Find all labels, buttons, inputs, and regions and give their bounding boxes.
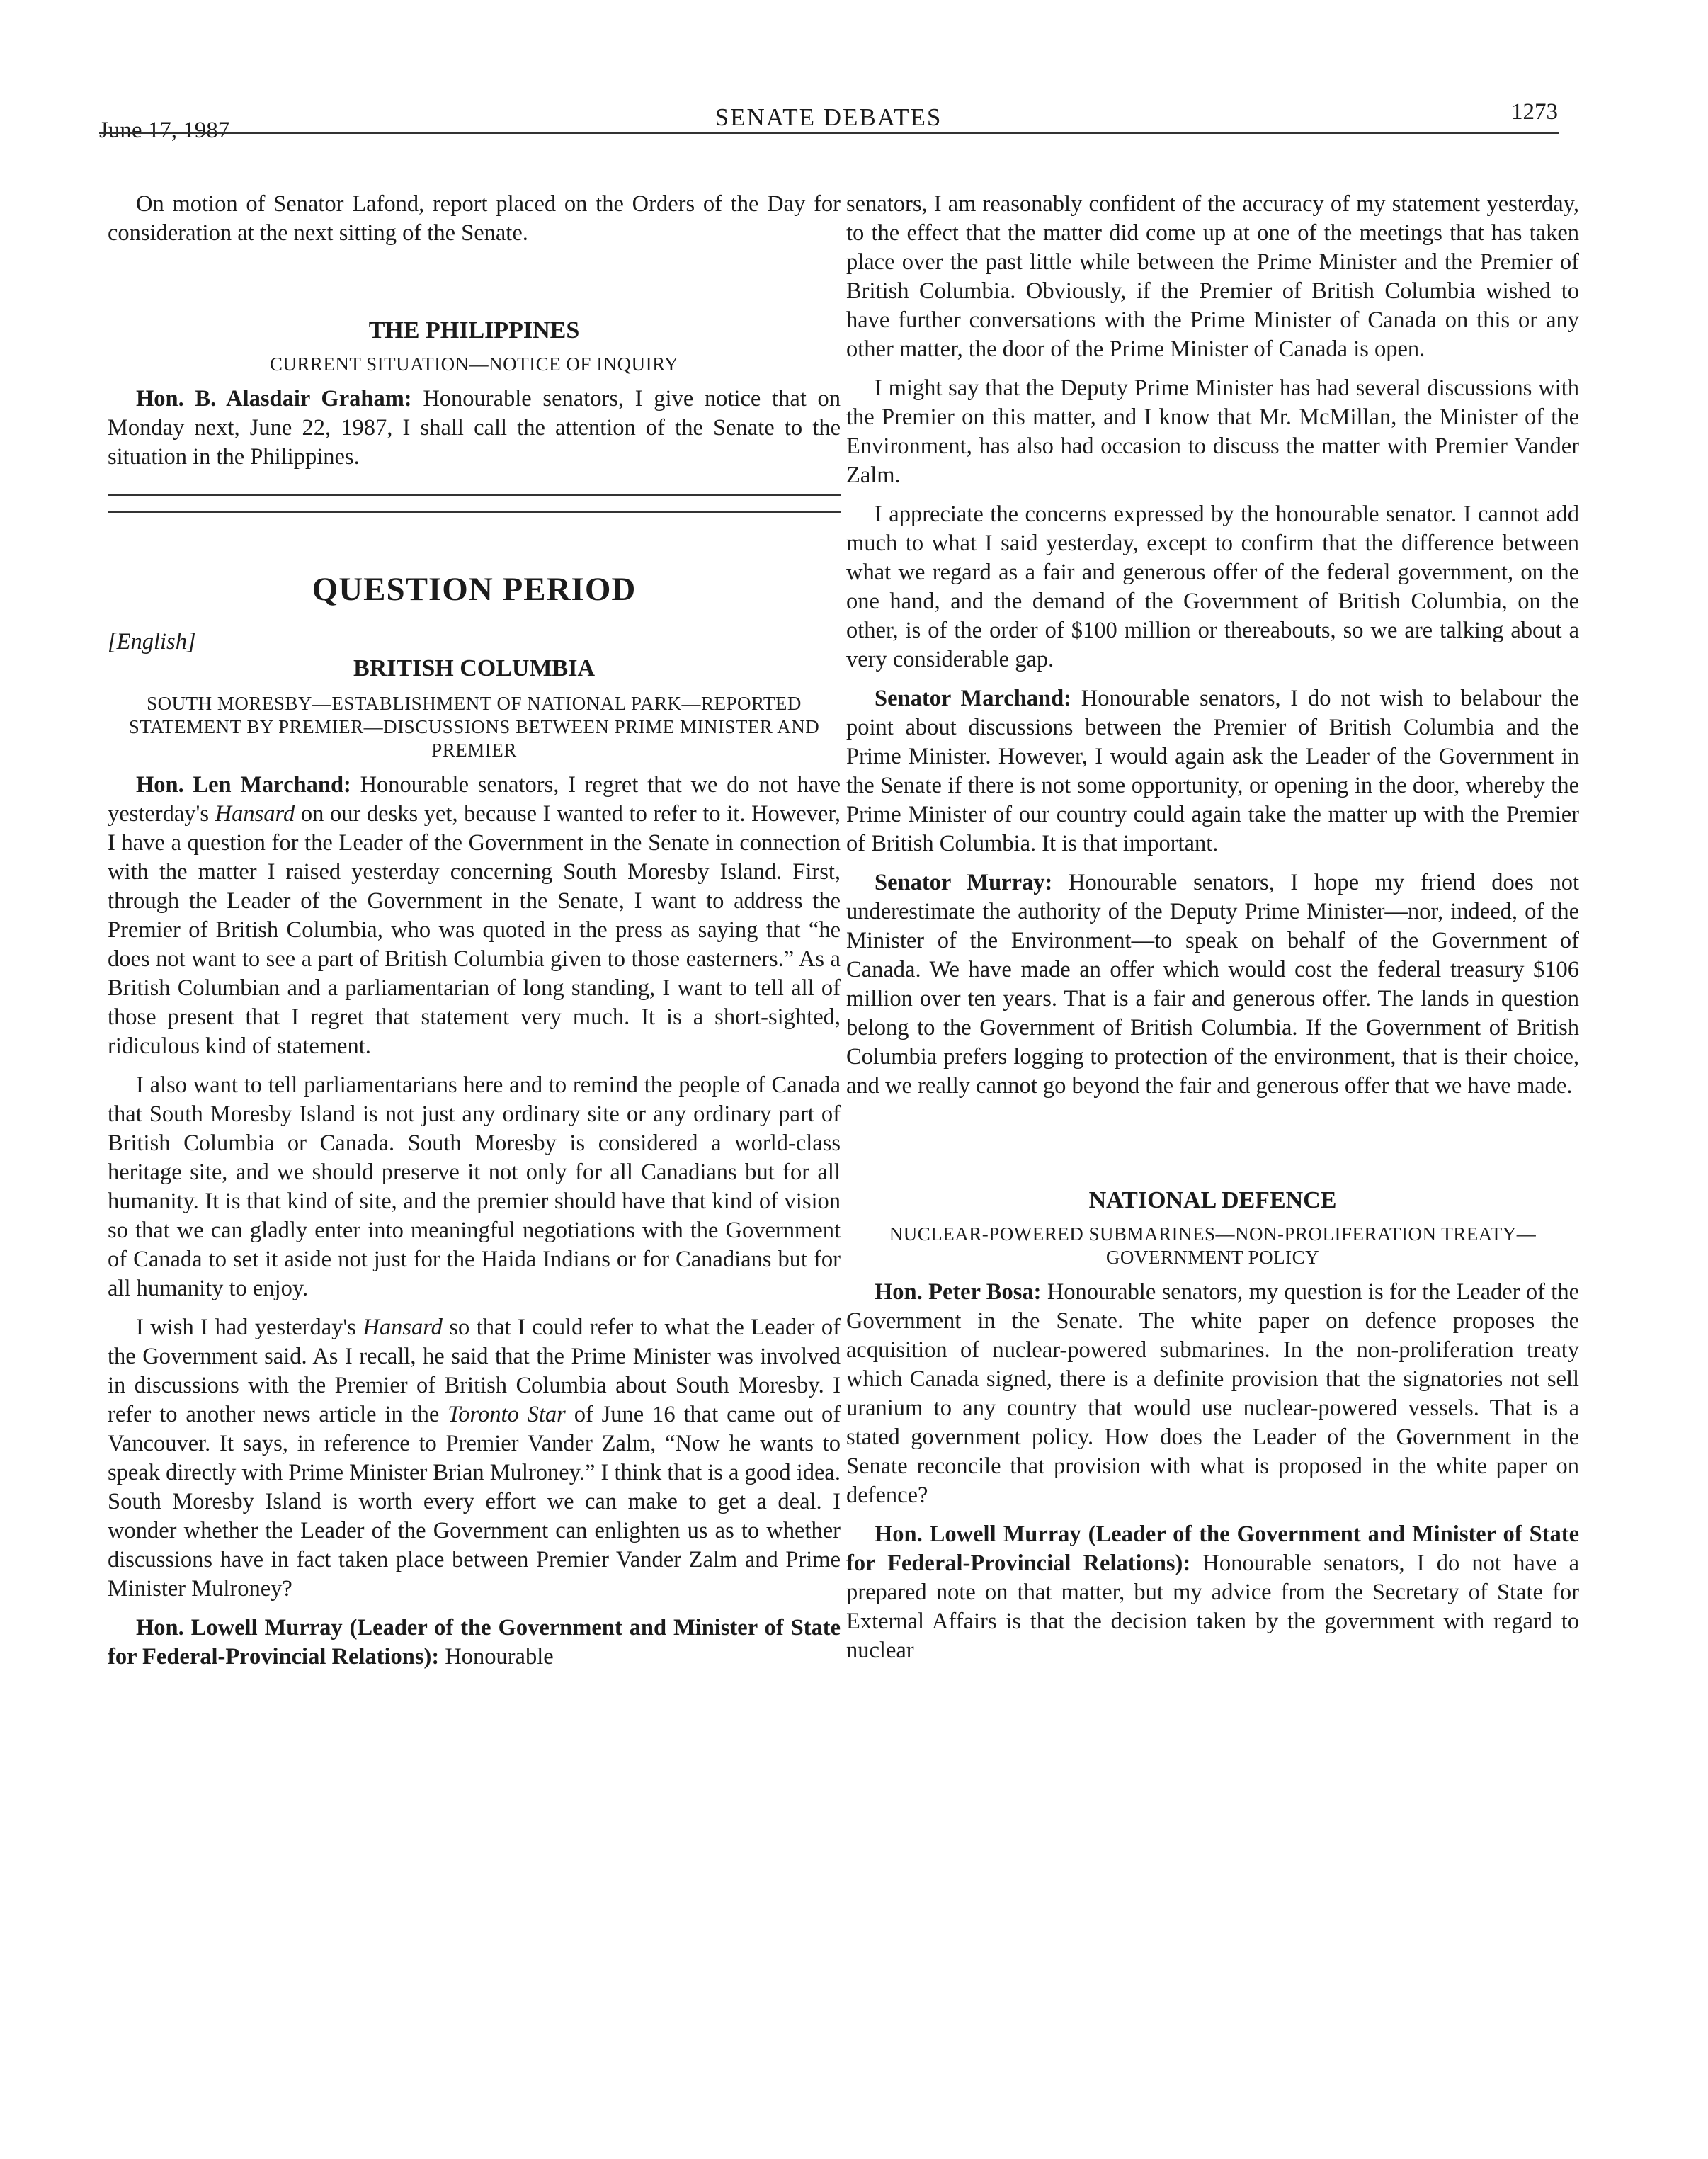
speech-text: Honourable senators, I give notice that on Monday next, June 22, 1987, I shall call the attention of the Senate to the situation in the Philippines. bbox=[108, 386, 841, 470]
speech-text: Honourable senators, I do not have a prepared note on that matter, but my advice from the Secretary of State for External Affairs is that the decision taken by the government with regard to nuclear bbox=[846, 1551, 1580, 1663]
speech-text: Honourable senators, my question is for the Leader of the Government in the Senate. The white paper on defence proposes the acquisition of nuclear-powered submarines. In the non-proliferation treaty which Canada signed, there is a definite provision that the signatories not sell uranium to any country that would use nuclear-powered vessels. That is a stated government policy. How does the Leader of the Government in the Senate reconcile that provision with what is proposed in the white paper on defence? bbox=[846, 1279, 1580, 1508]
national-defence-heading: NATIONAL DEFENCE bbox=[1088, 1187, 1337, 1213]
murray-reply-paragraph bbox=[108, 1614, 841, 1672]
speech-text: Honourable bbox=[445, 1644, 554, 1670]
graham-notice-paragraph bbox=[108, 385, 841, 472]
italic-title: Toronto Star bbox=[448, 1402, 566, 1427]
british-columbia-heading: BRITISH COLUMBIA bbox=[353, 655, 595, 681]
murray-offer-paragraph bbox=[846, 868, 1579, 1101]
speaker-name: Hon. Lowell Murray (Leader of the Government and Minister of State for Federal-Provincial Relations): bbox=[108, 1615, 841, 1670]
italic-title: Hansard bbox=[215, 801, 295, 827]
speech-text: I wish I had yesterday's bbox=[136, 1315, 356, 1340]
murray-deputy-pm-paragraph: I might say that the Deputy Prime Minister has had several discussions with the Premier on this matter, and I know that Mr. McMillan, the Minister of the Environment, has also had occasion to discuss the matter with Premier Vander Zalm. bbox=[846, 375, 1579, 488]
speaker-name: Senator Marchand: bbox=[875, 686, 1071, 711]
marchand-hansard-paragraph bbox=[108, 1313, 841, 1604]
speaker-name: Senator Murray: bbox=[875, 870, 1053, 895]
speech-text: Honourable senators, I do not wish to belabour the point about discussions between the Premier of British Columbia and the Prime Minister. However, I would again ask the Leader of the Government in the Senate if there is not some opportunity, or opening in the door, whereby the Prime Minister of our country could again take the matter up with the Premier of British Columbia. It is that important. bbox=[846, 686, 1579, 856]
marchand-followup-paragraph bbox=[846, 684, 1579, 858]
motion-paragraph: On motion of Senator Lafond, report placed on the Orders of the Day for consideration at the next sitting of the Senate. bbox=[108, 191, 841, 246]
south-moresby-subheading: SOUTH MORESBY—ESTABLISHMENT OF NATIONAL PARK—REPORTED STATEMENT BY PREMIER—DISCUSSIONS BETWEEN PRIME MINISTER AND PREMIER bbox=[128, 693, 820, 761]
speech-text: Honourable senators, I regret that we do not have yesterday's bbox=[108, 772, 841, 827]
murray-defence-reply-paragraph bbox=[846, 1520, 1579, 1665]
murray-reply-continued: senators, I am reasonably confident of the accuracy of my statement yesterday, to the effect that the matter did come up at one of the meetings that has taken place over the past little while between the Prime Minister and the Premier of British Columbia. Obviously, if the Premier of British Columbia wished to have further conversations with the Prime Minister of Canada on this or any other matter, the door of the Prime Minister of Canada is open. bbox=[846, 191, 1579, 362]
murray-gap-paragraph: I appreciate the concerns expressed by the honourable senator. I cannot add much to what I said yesterday, except to confirm that the difference between what we regard as a fair and generous offer of the federal government, on the one hand, and the demand of the Government of British Columbia, on the other, is of the order of $100 million or thereabouts, so we are talking about a very considerable gap. bbox=[846, 502, 1579, 672]
speaker-name: Hon. Peter Bosa: bbox=[875, 1279, 1042, 1305]
question-period-heading: QUESTION PERIOD bbox=[312, 571, 637, 608]
left-column bbox=[108, 190, 841, 1682]
speech-text: of June 16 that came out of Vancouver. It says, in reference to Premier Vander Zalm, “Now he wants to speak directly with Prime Minister Brian Mulroney.” I think that is a good idea. South Moresby Island is worth every effort we can make to get a deal. I wonder whether the Leader of the Government can enlighten us as to whether discussions have in fact taken place between Premier Vander Zalm and Prime Minister Mulroney? bbox=[108, 1402, 841, 1602]
page-header bbox=[99, 99, 1558, 143]
header-title: SENATE DEBATES bbox=[714, 103, 943, 131]
bosa-question-paragraph bbox=[846, 1278, 1579, 1510]
marchand-question-paragraph bbox=[108, 771, 841, 1061]
header-date: June 17, 1987 bbox=[99, 118, 230, 143]
philippines-subheading: CURRENT SITUATION—NOTICE OF INQUIRY bbox=[269, 353, 679, 375]
header-page-number: 1273 bbox=[1511, 99, 1558, 125]
speaker-name: Hon. B. Alasdair Graham: bbox=[136, 386, 412, 412]
speech-text: on our desks yet, because I wanted to refer to it. However, I have a question for the Leader of the Government in the Senate in connection with the matter I raised yesterday concerning South Moresby Island. First, through the Leader of the Government in the Senate, I want to address the Premier of British Columbia, who was quoted in the press as saying that “he does not want to see a part of British Columbia given to those easterners.” As a British Columbian and a parliamentarian of long standing, I want to tell all of those present that I regret that statement very much. It is a short-sighted, ridiculous kind of statement. bbox=[108, 801, 841, 1059]
speech-text: so that I could refer to what the Leader of the Government said. As I recall, he said that the Prime Minister was involved in discussions with the Premier of British Columbia about South Moresby. I refer to another news article in the bbox=[108, 1315, 841, 1427]
language-tag: [English] bbox=[108, 629, 196, 654]
right-column bbox=[846, 190, 1579, 1675]
philippines-heading: THE PHILIPPINES bbox=[368, 317, 580, 344]
marchand-heritage-paragraph: I also want to tell parliamentarians here and to remind the people of Canada that South Moresby Island is not just any ordinary site or any ordinary part of British Columbia or Canada. South Moresby is considered a world-class heritage site, and we should preserve it not only for all Canadians but for all humanity. It is that kind of site, and the premier should have that kind of vision so that we can gladly enter into meaningful negotiations with the Government of Canada to set it aside not just for the Haida Indians or for Canadians but for all humanity to enjoy. bbox=[108, 1072, 841, 1301]
header-rule bbox=[99, 132, 1559, 134]
speaker-name: Hon. Lowell Murray (Leader of the Government and Minister of State for Federal-Provincial Relations): bbox=[846, 1522, 1579, 1576]
italic-title: Hansard bbox=[363, 1315, 443, 1340]
speech-text: Honourable senators, I hope my friend does not underestimate the authority of the Deputy Prime Minister—nor, indeed, of the Minister of the Environment—to speak on behalf of the Government of Canada. We have made an offer which would cost the federal treasury $106 million over ten years. That is a fair and generous offer. The lands in question belong to the Government of British Columbia. If the Government of British Columbia prefers logging to protection of the environment, that is their choice, and we really cannot go beyond the fair and generous offer that we have made. bbox=[846, 870, 1579, 1099]
submarines-subheading: NUCLEAR-POWERED SUBMARINES—NON-PROLIFERATION TREATY—GOVERNMENT POLICY bbox=[889, 1223, 1537, 1268]
speaker-name: Hon. Len Marchand: bbox=[136, 772, 351, 798]
